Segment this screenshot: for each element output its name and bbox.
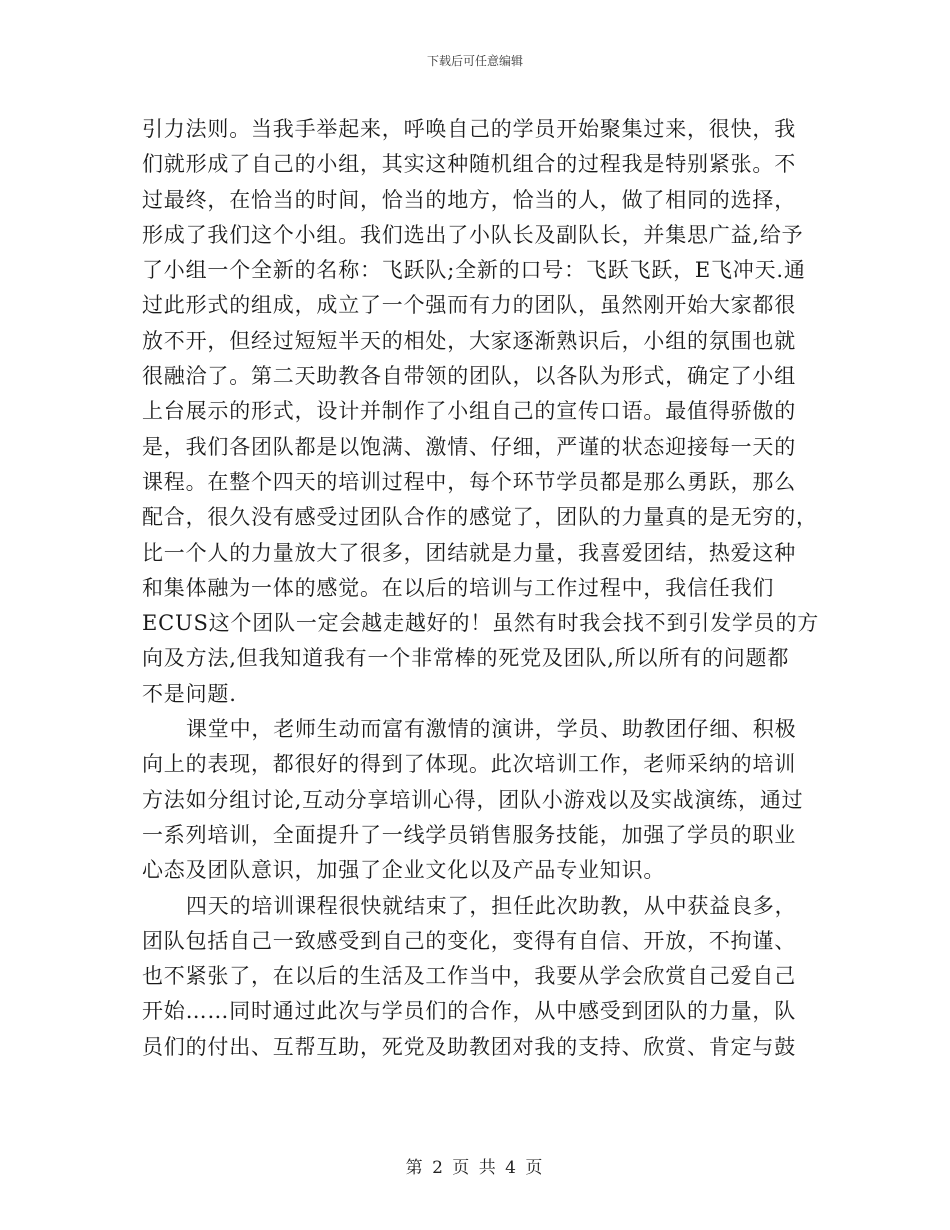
text-line: 方法如分组讨论,互动分享培训心得，团队小游戏以及实战演练，通过 xyxy=(142,787,804,812)
text-line: 是，我们各团队都是以饱满、激情、仔细，严谨的状态迎接每一天的 xyxy=(142,434,796,459)
text-line: 很融洽了。第二天助教各自带领的团队，以各队为形式，确定了小组 xyxy=(142,364,796,389)
text-line: 团队包括自己一致感受到自己的变化，变得有自信、开放，不拘谨、 xyxy=(142,928,796,953)
text-line: 引力法则。当我手举起来，呼唤自己的学员开始聚集过来，很快，我 xyxy=(142,117,796,141)
paragraph-3 xyxy=(142,889,812,1065)
paragraph-2 xyxy=(142,712,812,888)
text-line: 一系列培训，全面提升了一线学员销售服务技能，加强了学员的职业 xyxy=(142,822,796,847)
text-line: 员们的付出、互帮互助，死党及助教团对我的支持、欣赏、肯定与鼓 xyxy=(142,1034,796,1059)
text-line: 形成了我们这个小组。我们选出了小队长及副队长，并集思广益,给予 xyxy=(142,222,804,247)
text-line: 比一个人的力量放大了很多，团结就是力量，我喜爱团结，热爱这种 xyxy=(142,540,796,565)
document-body xyxy=(142,112,820,1065)
text-line: 向上的表现，都很好的得到了体现。此次培训工作，老师采纳的培训 xyxy=(142,752,796,777)
text-line: 课堂中，老师生动而富有激情的演讲，学员、助教团仔细、积极 xyxy=(186,717,797,742)
text-line: ECUS这个团队一定会越走越好的！虽然有时我会找不到引发学员的方 xyxy=(142,611,820,636)
text-line: 们就形成了自己的小组，其实这种随机组合的过程我是特别紧张。不 xyxy=(142,152,796,177)
text-line: 开始……同时通过此次与学员们的合作，从中感受到团队的力量，队 xyxy=(142,999,796,1024)
paragraph-1 xyxy=(142,112,820,712)
text-line: 配合，很久没有感受过团队合作的感觉了，团队的力量真的是无穷的， xyxy=(142,505,818,530)
text-line: 上台展示的形式，设计并制作了小组自己的宣传口语。最值得骄傲的 xyxy=(142,399,796,424)
page-footer: 第 2 页 共 4 页 xyxy=(405,1158,545,1178)
text-line: 放不开，但经过短短半天的相处，大家逐渐熟识后，小组的氛围也就 xyxy=(142,328,796,353)
text-line: 和集体融为一体的感觉。在以后的培训与工作过程中，我信任我们 xyxy=(142,575,775,600)
text-line: 不是问题. xyxy=(142,681,237,706)
text-line: 也不紧张了，在以后的生活及工作当中，我要从学会欣赏自己爱自己 xyxy=(142,964,796,989)
text-line: 向及方法,但我知道我有一个非常棒的死党及团队,所以所有的问题都 xyxy=(142,646,790,671)
text-line: 心态及团队意识，加强了企业文化以及产品专业知识。 xyxy=(142,858,666,883)
page-header: 下载后可任意编辑 xyxy=(426,54,523,68)
text-line: 四天的培训课程很快就结束了，担任此次助教，从中获益良多， xyxy=(186,893,797,918)
text-line: 了小组一个全新的名称：飞跃队;全新的口号：飞跃飞跃，E飞冲天.通 xyxy=(142,258,806,283)
text-line: 课程。在整个四天的培训过程中，每个环节学员都是那么勇跃，那么 xyxy=(142,469,796,494)
text-line: 过最终，在恰当的时间，恰当的地方，恰当的人，做了相同的选择， xyxy=(142,187,796,212)
text-line: 过此形式的组成，成立了一个强而有力的团队，虽然刚开始大家都很 xyxy=(142,293,796,318)
